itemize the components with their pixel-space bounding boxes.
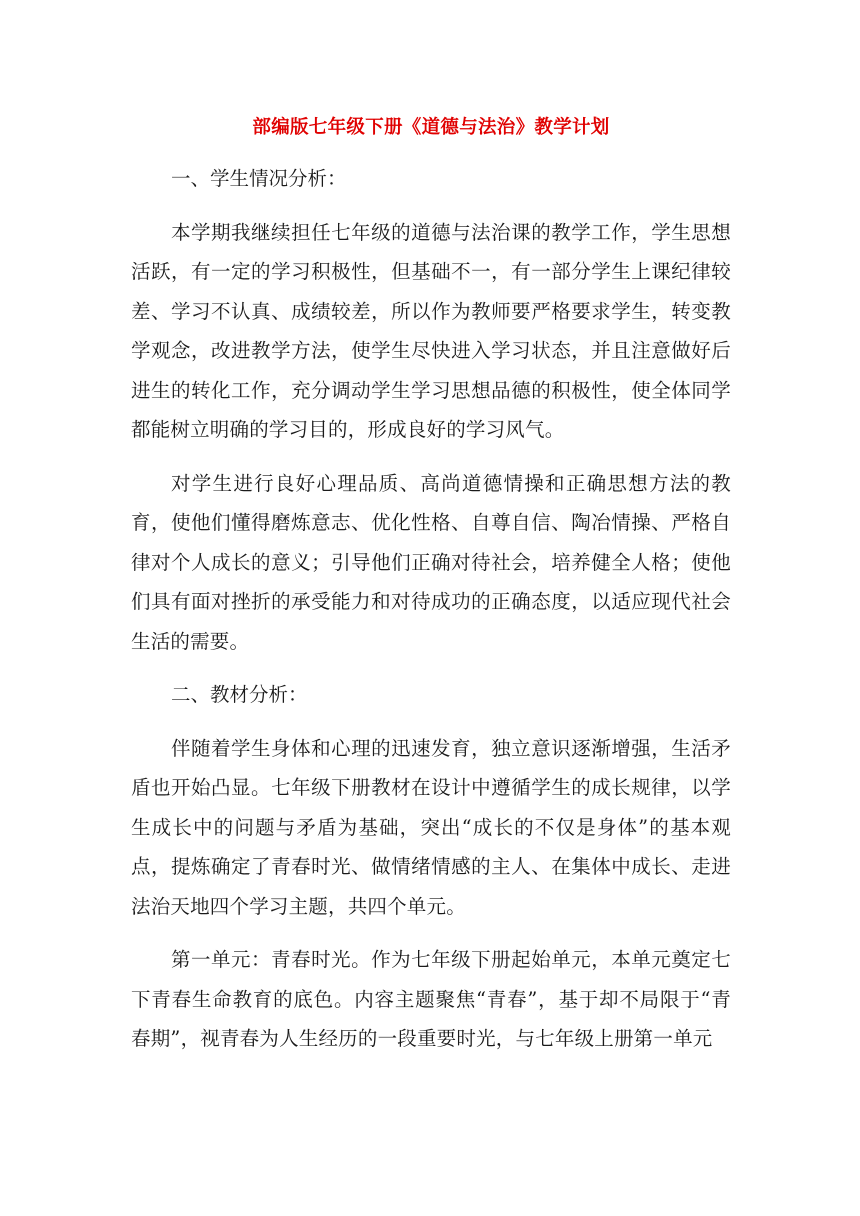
document-title: 部编版七年级下册《道德与法治》教学计划 [252, 117, 610, 138]
paragraph: 第一单元：青春时光。作为七年级下册起始单元，本单元奠定七下青春生命教育的底色。内容主题聚焦“青春”，基于却不局限于“青春期”，视青春为人生经历的一段重要时光，与七年级上册第一单元 [131, 948, 731, 1050]
section-heading-textbook-analysis: 二、教材分析： [171, 683, 308, 706]
paragraph: 对学生进行良好心理品质、高尚道德情操和正确思想方法的教育，使他们懂得磨炼意志、优化性格、自尊自信、陶冶情操、严格自律对个人成长的意义；引导他们正确对待社会，培养健全人格；使他们具有面对挫折的承受能力和对待成功的正确态度，以适应现代社会生活的需要。 [131, 471, 731, 653]
section-heading-student-analysis: 一、学生情况分析： [171, 167, 347, 190]
paragraph: 本学期我继续担任七年级的道德与法治课的教学工作，学生思想活跃，有一定的学习积极性，但基础不一，有一部分学生上课纪律较差、学习不认真、成绩较差，所以作为教师要严格要求学生，转变教学观念，改进教学方法，使学生尽快进入学习状态，并且注意做好后进生的转化工作，充分调动学生学习思想品德的积极性，使全体同学都能树立明确的学习目的，形成良好的学习风气。 [131, 220, 731, 441]
paragraph: 伴随着学生身体和心理的迅速发育，独立意识逐渐增强，生活矛盾也开始凸显。七年级下册教材在设计中遵循学生的成长规律，以学生成长中的问题与矛盾为基础，突出“成长的不仅是身体”的基本观点，提炼确定了青春时光、做情绪情感的主人、在集体中成长、走进法治天地四个学习主题，共四个单元。 [131, 736, 731, 918]
document-body [131, 113, 731, 1073]
